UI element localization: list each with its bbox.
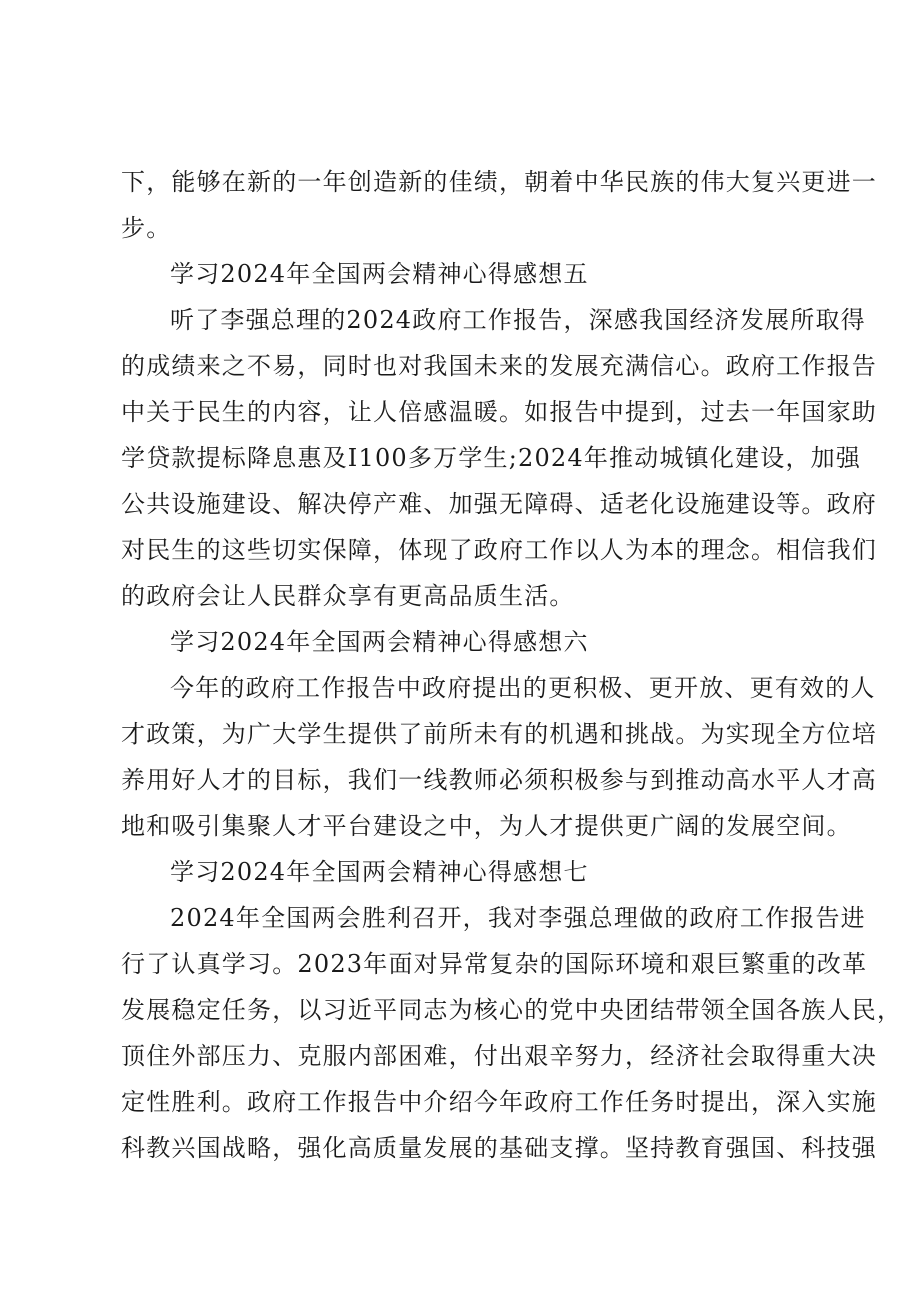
paragraph-line: 2024年全国两会胜利召开，我对李强总理做的政府工作报告进 [170,904,866,932]
paragraph-line: 下，能够在新的一年创造新的佳绩，朝着中华民族的伟大复兴更进一 [121,168,877,196]
paragraph-line: 步。 [121,214,172,242]
paragraph-line: 顶住外部压力、克服内部困难，付出艰辛努力，经济社会取得重大决 [121,1042,877,1070]
paragraph-line: 的政府会让人民群众享有更高品质生活。 [121,582,575,610]
paragraph-line: 学贷款提标降息惠及I100多万学生;2024年推动城镇化建设，加强 [121,444,862,472]
paragraph-line: 行了认真学习。2023年面对异常复杂的国际环境和艰巨繁重的改革 [121,950,868,978]
paragraph-line: 发展稳定任务，以习近平同志为核心的党中央团结带领全国各族人民， [121,996,903,1024]
section-heading-five: 学习2024年全国两会精神心得感想五 [170,260,589,288]
section-heading-six: 学习2024年全国两会精神心得感想六 [170,628,589,656]
paragraph-line: 科教兴国战略，强化高质量发展的基础支撑。坚持教育强国、科技强 [121,1134,877,1162]
paragraph-line: 对民生的这些切实保障，体现了政府工作以人为本的理念。相信我们 [121,536,877,564]
paragraph-line: 公共设施建设、解决停产难、加强无障碍、适老化设施建设等。政府 [121,490,877,518]
paragraph-line: 的成绩来之不易，同时也对我国未来的发展充满信心。政府工作报告 [121,352,877,380]
paragraph-line: 定性胜利。政府工作报告中介绍今年政府工作任务时提出，深入实施 [121,1088,877,1116]
paragraph-line: 养用好人才的目标，我们一线教师必须积极参与到推动高水平人才高 [121,766,877,794]
paragraph-line: 才政策，为广大学生提供了前所未有的机遇和挑战。为实现全方位培 [121,720,877,748]
paragraph-line: 听了李强总理的2024政府工作报告，深感我国经济发展所取得 [170,306,866,334]
section-heading-seven: 学习2024年全国两会精神心得感想七 [170,858,589,886]
paragraph-line: 中关于民生的内容，让人倍感温暖。如报告中提到，过去一年国家助 [121,398,877,426]
paragraph-line: 地和吸引集聚人才平台建设之中，为人才提供更广阔的发展空间。 [121,812,852,840]
paragraph-line: 今年的政府工作报告中政府提出的更积极、更开放、更有效的人 [170,674,876,702]
